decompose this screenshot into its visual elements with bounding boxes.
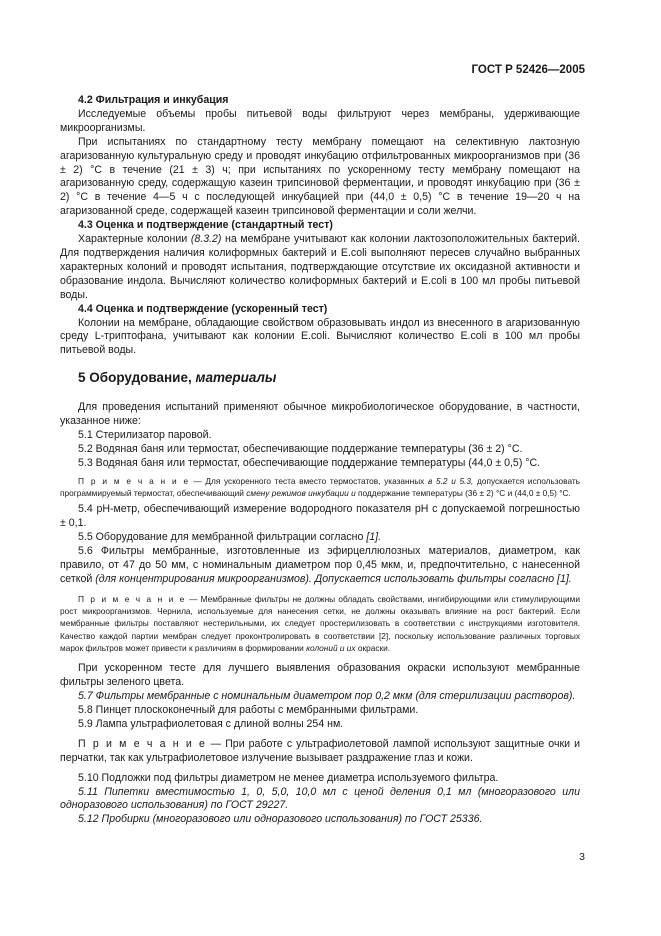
green-filters-paragraph: При ускоренном тесте для лучшего выявления образования окраски используют мембранные фильтры зеленого цвета. bbox=[60, 662, 580, 689]
note-1-text-c: допускается использовать программируемый термостат, обеспечивающий bbox=[60, 475, 580, 499]
section-4-2-paragraph-2: При испытаниях по стандартному тесту мембрану помещают на селективную лактозную агаризованную культуральную среду и проводят инкубацию отфильтрованных микроорганизмов при (36 ± 2) °С в течение (21 ± 3) ч; при испытаниях по ускоренному тесту мембрану помещают на агаризованную среду, содержащую казеин трипсиновой ферментации, и проводят инкубацию при (36 ± 2) °С в течение 4—5 ч с последующей инкубацией при (44,0 ± 0,5) °С в течение 19—20 ч на агаризованной среде, содержащей казеин трипсиновой ферментации и соли желчи. bbox=[60, 135, 580, 218]
section-4-3-text-a: Характерные колонии bbox=[78, 233, 191, 246]
section-4-2-title: 4.2 Фильтрация и инкубация bbox=[78, 94, 229, 106]
section-4-3-title: 4.3 Оценка и подтверждение (стандартный тест) bbox=[78, 219, 333, 232]
item-5-12: 5.12 Пробирки (многоразового или одноразового использования) по ГОСТ 25336. bbox=[78, 813, 483, 826]
note-3-label: П р и м е ч а н и е bbox=[78, 737, 207, 750]
note-1-text-b: в 5.2 и 5.3, bbox=[428, 475, 474, 486]
item-5-2: 5.2 Водяная баня или термостат, обеспечивающие поддержание температуры (36 ± 2) °С. bbox=[78, 442, 523, 455]
note-1-text-d: смену режимов инкубации и bbox=[246, 488, 356, 499]
section-5-heading-main: 5 Оборудование, bbox=[78, 370, 196, 386]
page-number: 3 bbox=[579, 851, 585, 863]
section-4-2-paragraph-1: Исследуемые объемы пробы питьевой воды фильтруют через мембраны, удерживающие микроорганизмы. bbox=[60, 107, 580, 134]
note-2-text-a: — Мембранные фильтры не должны обладать свойствами, ингибирующими или стимулирующими рост микроорганизмов. Чернила, используемые для нанесения сетки, не должны оказывать влияние на рост бактерий. Если мембранные фильтры поставляют нестерильными, их следует простерилизовать в соответствии с инструкциями изготовителя. Качество каждой партии мембран следует проконтролировать в соответствии [2], поскольку использование различных торговых марок фильтров может привести к различиям в формировании bbox=[60, 593, 580, 653]
item-5-4: 5.4 pH-метр, обеспечивающий измерение водородного показателя pH с допускаемой погрешностью ± 0,1. bbox=[60, 503, 580, 530]
note-1-label: П р и м е ч а н и е bbox=[78, 475, 190, 486]
note-2-text-c: окраски. bbox=[355, 642, 391, 653]
note-2-text-b: колоний и их bbox=[306, 642, 356, 653]
page-content bbox=[60, 94, 580, 827]
section-5-heading bbox=[60, 370, 580, 385]
section-4-4-paragraph: Колонии на мембране, обладающие свойством образовывать индол из внесенного в агаризованную среду L-триптофана, учитывают как колонии E.coli. Вычисляют количество E.coli в 100 мл пробы питьевой воды. bbox=[60, 316, 580, 357]
item-5-3: 5.3 Водяная баня или термостат, обеспечивающие поддержание температуры (44,0 ± 0,5) °С. bbox=[78, 456, 541, 469]
note-2 bbox=[60, 593, 580, 654]
item-5-1: 5.1 Стерилизатор паровой. bbox=[78, 429, 212, 442]
note-3 bbox=[60, 738, 580, 766]
section-5-intro: Для проведения испытаний применяют обычное микробиологическое оборудование, в частности, указанное ниже: bbox=[60, 401, 580, 428]
item-5-7: 5.7 Фильтры мембранные с номинальным диаметром пор 0,2 мкм (для стерилизации растворов). bbox=[78, 690, 576, 703]
section-4-3-paragraph bbox=[60, 233, 580, 303]
item-5-6-text: 5.6 Фильтры мембранные, изготовленные из эфирцеллюлозных материалов, диаметром, как правило, от 47 до 50 мм, с номинальным диаметром пор 0,45 мкм, и, предпочтительно, с нанесенной сеткой bbox=[60, 545, 580, 585]
note-1-text-e: поддержание температуры (36 ± 2) °С и (44,0 ± 0,5) °С. bbox=[355, 488, 571, 499]
item-5-10: 5.10 Подложки под фильтры диаметром не менее диаметра используемого фильтра. bbox=[78, 771, 499, 784]
section-4-3-text-b: на мембране учитывают как колонии лактозоположительных бактерий. Для подтверждения наличия колиформных бактерий и E.coli выполняют пересев случайно выбранных характерных колоний и проводят испытания, подтверждающие отсутствие их оксидазной активности и образование индола. Вычисляют количество колиформных бактерий и E.coli в 100 мл пробы питьевой воды. bbox=[60, 233, 580, 301]
note-3-text: — При работе с ультрафиолетовой лампой используют защитные очки и перчатки, так как ультрафиолетовое излучение вызывает раздражение глаз и кожи. bbox=[60, 737, 580, 764]
item-5-6-italic: (для концентрирования микроорганизмов). Допускается использовать фильтры согласно [1]. bbox=[95, 572, 572, 585]
note-1 bbox=[60, 475, 580, 500]
item-5-5-text: 5.5 Оборудование для мембранной фильтрации согласно bbox=[78, 531, 367, 544]
item-5-11: 5.11 Пипетки вместимостью 1, 0, 5,0, 10,0 мл с ценой деления 0,1 мл (многоразового или одноразового использования) по ГОСТ 29227. bbox=[60, 785, 580, 812]
note-1-text-a: — Для ускоренного теста вместо термостатов, указанных bbox=[189, 475, 428, 486]
item-5-6 bbox=[60, 545, 580, 587]
section-4-3-reference: (8.3.2) bbox=[190, 233, 222, 246]
item-5-8: 5.8 Пинцет плоскоконечный для работы с мембранными фильтрами. bbox=[78, 703, 419, 716]
section-4-4-title: 4.4 Оценка и подтверждение (ускоренный тест) bbox=[78, 302, 328, 315]
note-2-label: П р и м е ч а н и е bbox=[78, 593, 186, 604]
section-5-heading-italic: материалы bbox=[195, 370, 277, 386]
standard-header: ГОСТ Р 52426—2005 bbox=[471, 64, 585, 76]
item-5-5-reference: [1]. bbox=[366, 531, 382, 544]
item-5-9: 5.9 Лампа ультрафиолетовая с длиной волны 254 нм. bbox=[78, 717, 344, 730]
item-5-5 bbox=[60, 531, 580, 545]
